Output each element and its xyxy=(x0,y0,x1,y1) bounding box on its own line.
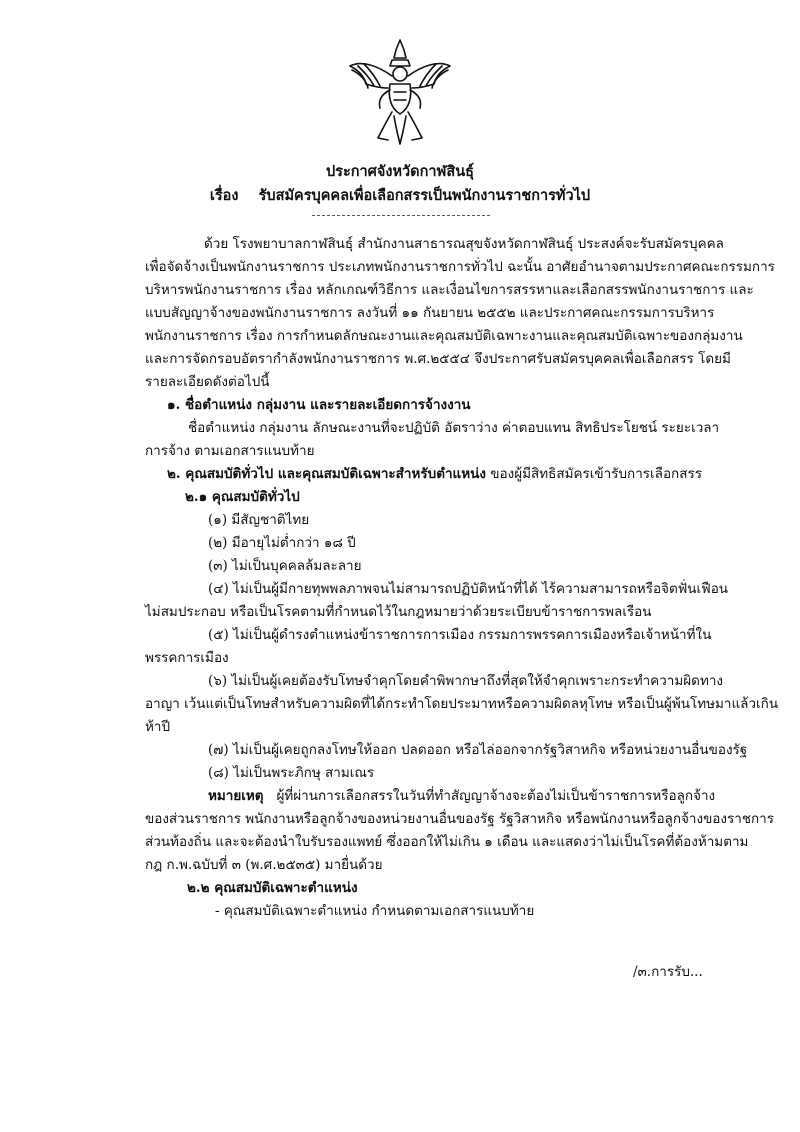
section2-1-heading: ๒.๑ คุณสมบัติทั่วไป xyxy=(185,489,300,505)
intro-line-4: แบบสัญญาจ้างของพนักงานราชการ ลงวันที่ ๑๑ กันยายน ๒๕๕๒ และประกาศคณะกรรมการบริหาร xyxy=(145,305,715,321)
section2-2-heading: ๒.๒ คุณสมบัติเฉพาะตำแหน่ง xyxy=(187,880,358,896)
note-line-3: ส่วนท้องถิ่น และจะต้องนำใบรับรองแพทย์ ซึ่งออกให้ไม่เกิน ๑ เดือน และแสดงว่าไม่เป็นโรคที่ต้องห้ามตาม xyxy=(145,834,749,850)
qualification-item-6-cont: อาญา เว้นแต่เป็นโทษสำหรับความผิดที่ได้กระทำโดยประมาทหรือความผิดลหุโทษ หรือเป็นผู้พ้นโทษมาแล้วเกิน xyxy=(145,696,779,712)
qualification-item-3: (๓) ไม่เป็นบุคคลล้มละลาย xyxy=(208,558,362,574)
section1-heading: ๑. ชื่อตำแหน่ง กลุ่มงาน และรายละเอียดการจ้างงาน xyxy=(167,397,471,413)
qualification-item-6: (๖) ไม่เป็นผู้เคยต้องรับโทษจำคุกโดยคำพิพากษาถึงที่สุดให้จำคุกเพราะกระทำความผิดทาง xyxy=(208,673,724,689)
qualification-item-5: (๕) ไม่เป็นผู้ดำรงตำแหน่งข้าราชการการเมือง กรรมการพรรคการเมืองหรือเจ้าหน้าที่ใน xyxy=(208,627,712,643)
qualification-item-1: (๑) มีสัญชาติไทย xyxy=(208,512,310,528)
qualification-item-4: (๔) ไม่เป็นผู้มีกายทุพพลภาพจนไม่สามารถปฏิบัติหน้าที่ได้ ไร้ความสามารถหรือจิตฟั่นเฟือน xyxy=(208,581,729,597)
section2-2-item: - คุณสมบัติเฉพาะตำแหน่ง กำหนดตามเอกสารแนบท้าย xyxy=(215,903,535,919)
garuda-emblem-icon xyxy=(344,36,456,148)
qualification-item-2: (๒) มีอายุไม่ต่ำกว่า ๑๘ ปี xyxy=(208,535,356,551)
intro-line-5: พนักงานราชการ เรื่อง การกำหนดลักษณะงานและคุณสมบัติเฉพาะงานและคุณสมบัติเฉพาะของกลุ่มงาน xyxy=(145,328,743,344)
section1-line-2: การจ้าง ตามเอกสารแนบท้าย xyxy=(145,443,315,459)
subject-label: เรื่อง xyxy=(209,187,239,204)
note-text: ผู้ที่ผ่านการเลือกสรรในวันที่ทำสัญญาจ้างจะต้องไม่เป็นข้าราชการหรือลูกจ้าง xyxy=(276,788,716,804)
intro-line-7: รายละเอียดดังต่อไปนี้ xyxy=(145,374,270,390)
announcement-subject xyxy=(0,184,800,207)
section2-heading-rest: ของผู้มีสิทธิสมัครเข้ารับการเลือกสรร xyxy=(485,466,702,482)
qualification-item-6-end: ห้าปี xyxy=(145,719,171,735)
qualification-item-7: (๗) ไม่เป็นผู้เคยถูกลงโทษให้ออก ปลดออก หรือไล่ออกจากรัฐวิสาหกิจ หรือหน่วยงานอื่นของรัฐ xyxy=(208,742,748,758)
qualification-item-5-cont: พรรคการเมือง xyxy=(145,650,229,666)
subject-text: รับสมัครบุคคลเพื่อเลือกสรรเป็นพนักงานราชการทั่วไป xyxy=(258,187,591,204)
page-continuation: /๓.การรับ... xyxy=(633,964,703,980)
note-line-1 xyxy=(208,786,715,806)
section1-line-1: ชื่อตำแหน่ง กลุ่มงาน ลักษณะงานที่จะปฏิบัติ อัตราว่าง ค่าตอบแทน สิทธิประโยชน์ ระยะเวลา xyxy=(188,420,720,436)
section2-heading xyxy=(167,464,702,484)
note-line-2: ของส่วนราชการ พนักงานหรือลูกจ้างของหน่วยงานอื่นของรัฐ รัฐวิสาหกิจ หรือพนักงานหรือลูกจ้างของราชการ xyxy=(145,811,775,827)
note-label: หมายเหตุ xyxy=(208,788,264,804)
qualification-item-8: (๘) ไม่เป็นพระภิกษุ สามเณร xyxy=(208,765,375,781)
intro-line-3: บริหารพนักงานราชการ เรื่อง หลักเกณฑ์วิธีการ และเงื่อนไขการสรรหาและเลือกสรรพนักงานราชการ และ xyxy=(145,282,754,298)
title-divider xyxy=(312,215,490,216)
intro-line-1: ด้วย โรงพยาบาลกาฬสินธุ์ สำนักงานสาธารณสุขจังหวัดกาฬสินธุ์ ประสงค์จะรับสมัครบุคคล xyxy=(204,236,724,252)
section2-heading-bold: ๒. คุณสมบัติทั่วไป และคุณสมบัติเฉพาะสำหรับตำแหน่ง xyxy=(167,466,486,482)
note-line-4: กฎ ก.พ.ฉบับที่ ๓ (พ.ศ.๒๕๓๕) มายื่นด้วย xyxy=(145,857,383,873)
intro-line-2: เพื่อจัดจ้างเป็นพนักงานราชการ ประเภทพนักงานราชการทั่วไป ฉะนั้น อาศัยอำนาจตามประกาศคณะกรรมการ xyxy=(145,259,775,275)
intro-line-6: และการจัดกรอบอัตรากำลังพนักงานราชการ พ.ศ.๒๕๕๔ จึงประกาศรับสมัครบุคคลเพื่อเลือกสรร โดยมี xyxy=(145,351,731,367)
qualification-item-4-cont: ไม่สมประกอบ หรือเป็นโรคตามที่กำหนดไว้ในกฎหมายว่าด้วยระเบียบข้าราชการพลเรือน xyxy=(145,604,652,620)
announcement-title: ประกาศจังหวัดกาฬสินธุ์ xyxy=(325,163,475,180)
